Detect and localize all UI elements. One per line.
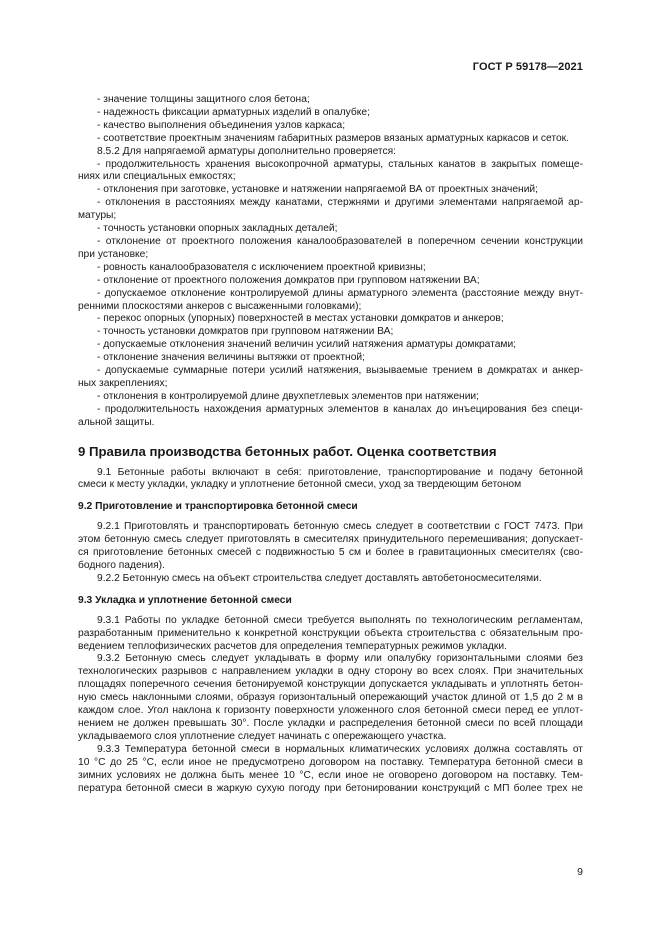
paragraph [78,352,583,365]
paragraph [78,236,583,262]
document-body [78,94,583,795]
text-line: 9.2.1 Приготовлять и транспортировать бетонную смесь следует в соответствии с ГОСТ 7473. При [97,521,583,533]
paragraph [78,744,583,796]
text-line: альной защиты. [78,416,155,428]
paragraph [78,94,583,107]
text-line: ную смесь наклонными слоями, образуя горизонтальный опережающий участок длиной от 1,5 до 2 м в [78,692,583,704]
text-line: ренними плоскостями анкеров с высаженными головками); [78,300,362,312]
text-line: пература бетонной смеси в жаркую сухую погоду при бетонировании конструкций с МП более трех не [78,782,583,794]
text-line: ных закреплениях; [78,377,168,389]
text-line: - соответствие проектным значениям габаритных размеров вязаных арматурных каркасов и сеток. [97,132,570,144]
text-line: - отклонение значения величины вытяжки от проектной; [97,352,365,364]
page-number: 9 [577,866,583,878]
subsection-heading: 9.3 Укладка и уплотнение бетонной смеси [78,594,292,606]
paragraph [78,223,583,236]
text-line: зимних условиях не должна быть менее 10 °С, если иное не оговорено договором на поставку. Тем- [78,769,583,781]
paragraph [78,467,583,493]
text-line: укладываемого слоя уплотнение следует начинать с опережающего участка. [78,730,447,742]
text-line: каждом слое. Угол наклона к горизонту поверхности уложенного слоя бетонной смеси перед ее уплот- [78,705,583,717]
text-line: при установке; [78,248,149,260]
paragraph [78,521,583,573]
text-line: - продолжительность хранения высокопрочной арматуры, стальных канатов в закрытых помеще- [97,158,583,170]
paragraph [78,288,583,314]
paragraph [78,146,583,159]
document-code-header: ГОСТ Р 59178—2021 [472,61,583,73]
paragraph [78,404,583,430]
paragraph [78,120,583,133]
text-line: - продолжительность нахождения арматурных элементов в каналах до инъецирования без специ- [97,403,583,415]
section-heading: 9 Правила производства бетонных работ. Оценка соответствия [78,443,497,459]
paragraph [78,133,583,146]
paragraph [78,107,583,120]
paragraph [78,615,583,654]
text-line: - надежность фиксации арматурных изделий в опалубке; [97,106,370,118]
text-line: 9.3.2 Бетонную смесь следует укладывать в форму или опалубку горизонтальными слоями без [97,653,583,665]
text-line: - качество выполнения объединения узлов каркаса; [97,119,346,131]
text-line: ниях или специальных емкостях; [78,171,236,183]
text-line: 9.2.2 Бетонную смесь на объект строительства следует доставлять автобетоносмесителями. [97,572,542,584]
text-line: - отклонения в расстояниях между канатами, стержнями и другими элементами напрягаемой ар- [97,197,583,209]
paragraph [78,391,583,404]
text-line: технологических разрывов с направлением укладки в одну сторону во всех слоях. При значительных [78,666,583,678]
text-line: бодного падения). [78,560,165,571]
text-line: ся приготовление бетонных смесей с подвижностью 5 см и более в гравитационных смесителях (сво- [78,547,583,559]
paragraph [78,313,583,326]
text-line: смеси к месту укладки, укладку и уплотнение бетонной смеси, уход за твердеющим бетоном [78,479,522,491]
text-line: 9.3.1 Работы по укладке бетонной смеси требуется выполнять по технологическим регламентам, [97,614,583,626]
text-line: 10 °С до 25 °С, если иное не предусмотрено договором на поставку. Температура бетонной смеси в [78,756,583,768]
text-line: 9.1 Бетонные работы включают в себя: приготовление, транспортирование и подачу бетонной [97,466,583,478]
text-line: - допускаемые отклонения значений величин усилий натяжения арматуры домкратами; [97,339,517,351]
text-line: - перекос опорных (упорных) поверхностей в местах установки домкратов и анкеров; [97,313,504,325]
paragraph [78,275,583,288]
paragraph [78,262,583,275]
text-line: этом бетонную смесь следует приготовлять в смесителях принудительного перемешивания; допускает- [78,534,583,546]
text-line: - точность установки опорных закладных деталей; [97,223,338,235]
paragraph [78,339,583,352]
text-line: - отклонения при заготовке, установке и натяжении напрягаемой ВА от проектных значений; [97,184,539,196]
text-line: - значение толщины защитного слоя бетона; [97,94,310,105]
subsection-heading: 9.2 Приготовление и транспортировка бетонной смеси [78,501,358,513]
text-line: - точность установки домкратов при групповом натяжении ВА; [97,326,394,338]
paragraph [78,573,583,586]
paragraph [78,365,583,391]
paragraph [78,326,583,339]
paragraph [78,184,583,197]
text-line: - допускаемое отклонение контролируемой длины арматурного элемента (расстояние между внут- [97,287,583,299]
paragraph [78,197,583,223]
text-line: - ровность каналообразователя с исключением проектной кривизны; [97,261,426,273]
text-line: нением не должен превышать 30°. После укладки и распределения бетонной смеси по всей площади [78,717,583,729]
text-line: - отклонение от проектного положения каналообразователей в поперечном сечении конструкции [97,235,583,247]
text-line: - допускаемые суммарные потери усилий натяжения, вызываемые трением в домкратах и анкер- [97,365,583,377]
text-line: площадях поперечного сечения бетонируемой конструкции допускается укладывать и уплотнять бетон- [78,679,583,691]
text-line: - отклонения в контролируемой длине двухпетлевых элементов при натяжении; [97,390,480,402]
text-line: матуры; [78,210,117,222]
text-line: 8.5.2 Для напрягаемой арматуры дополнительно проверяется: [97,145,397,157]
text-line: ведением теплофизических расчетов для определения температурных режимов укладки. [78,640,507,652]
text-line: - отклонение от проектного положения домкратов при групповом натяжении ВА; [97,274,480,286]
paragraph [78,653,583,743]
text-line: 9.3.3 Температура бетонной смеси в нормальных климатических условиях должна составлять от [97,743,583,755]
paragraph [78,159,583,185]
text-line: разработанным применительно к конкретной конструкции объекта строительства с обязательным про- [78,627,583,639]
